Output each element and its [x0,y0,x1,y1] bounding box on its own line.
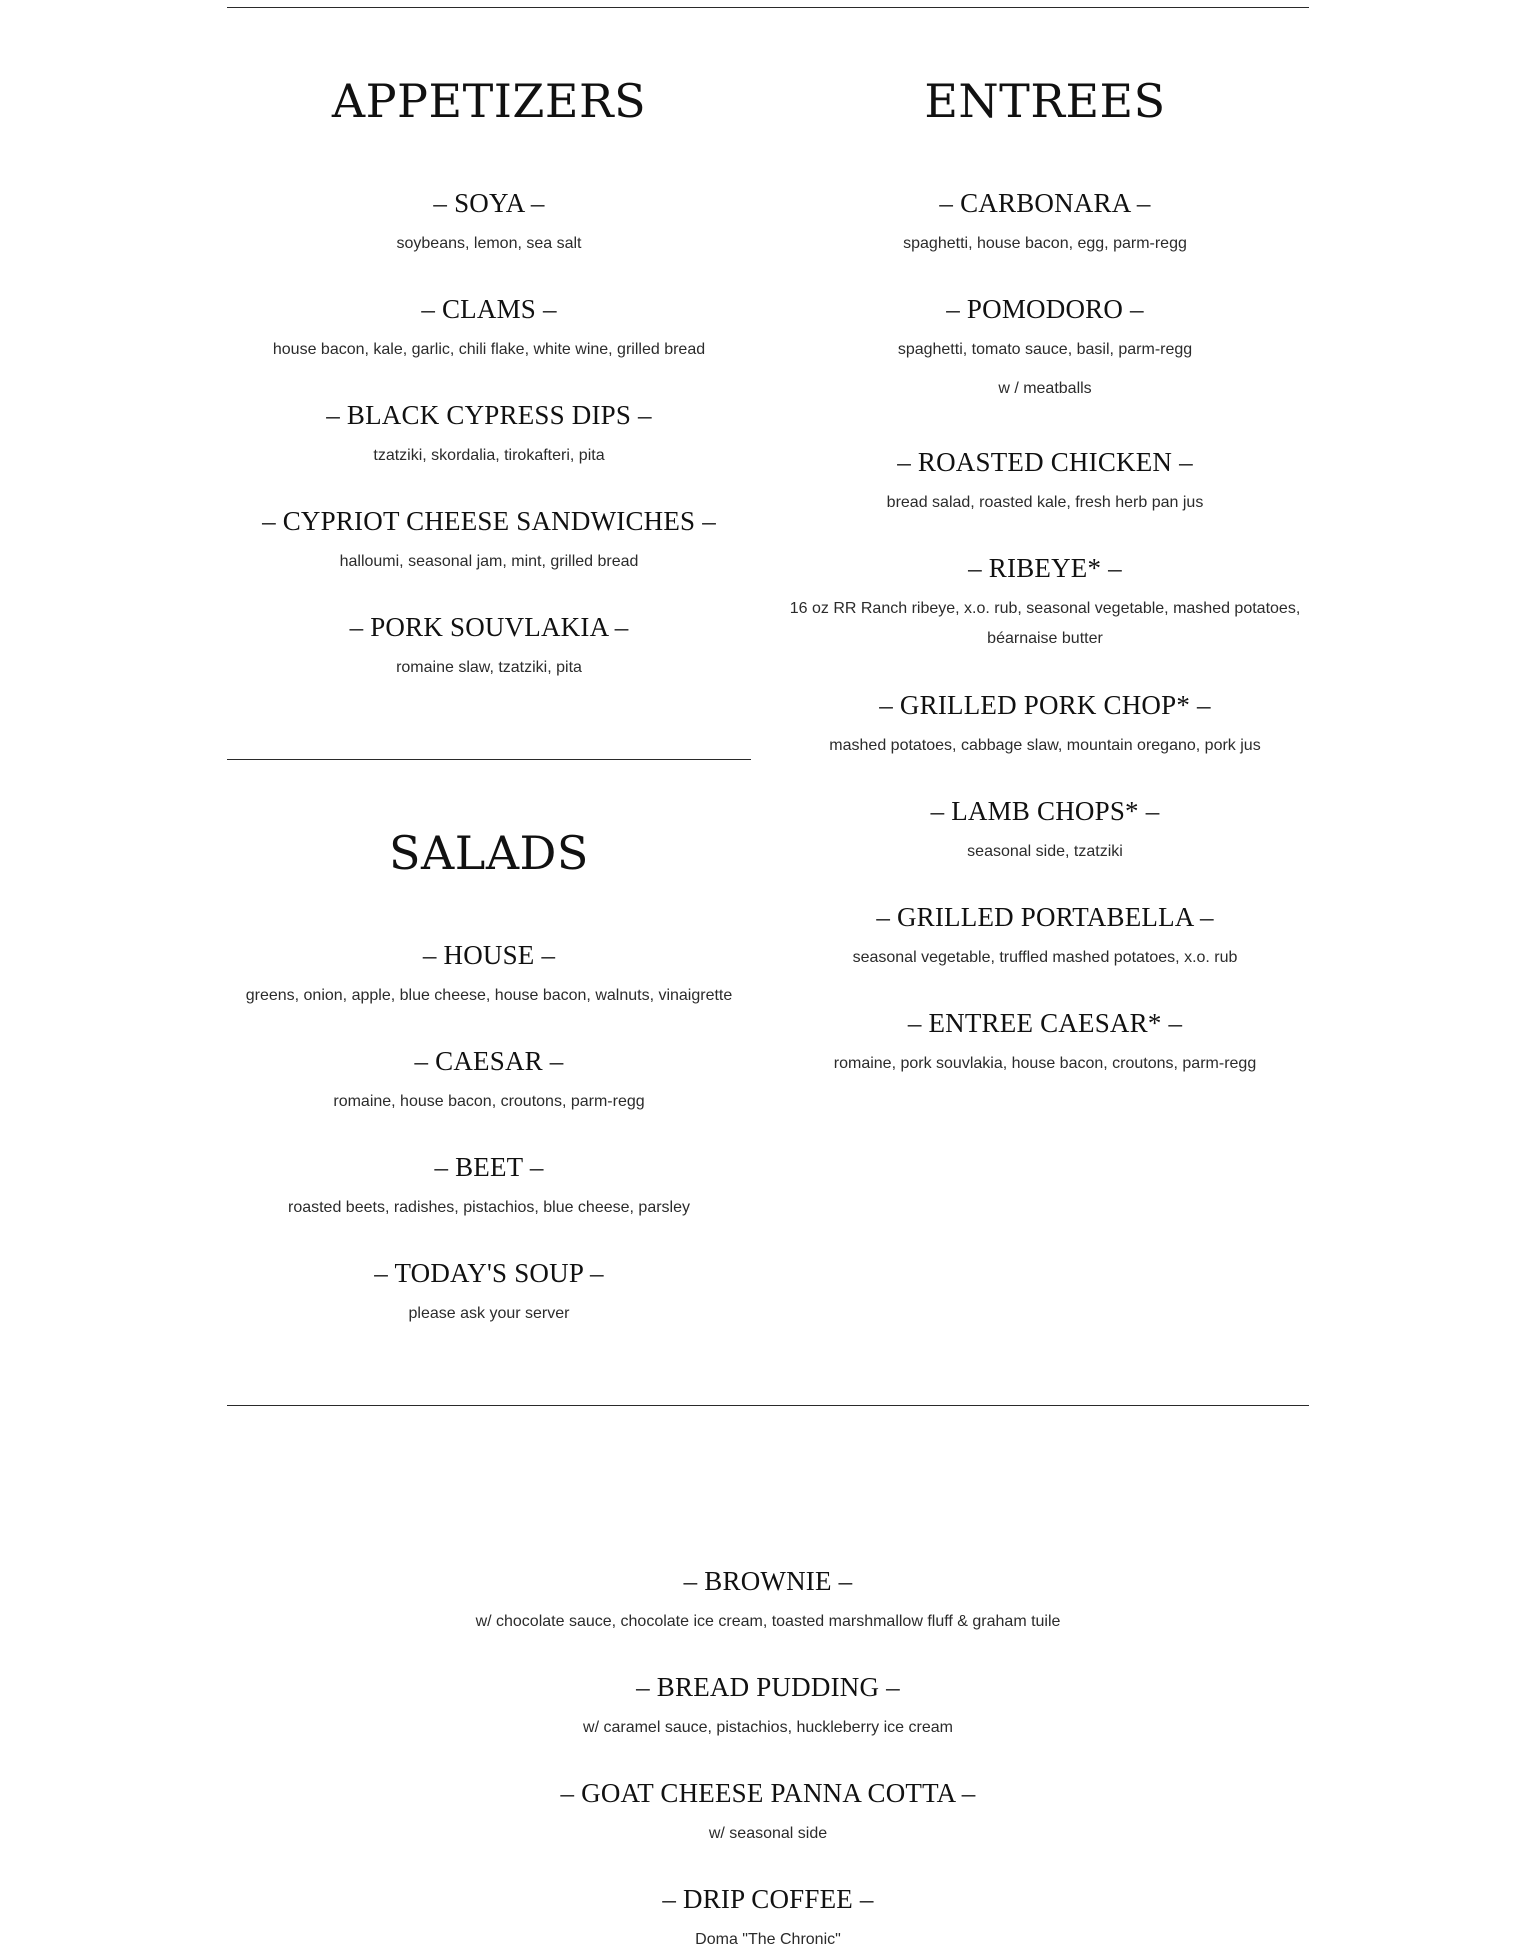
menu-item-clams [227,296,751,365]
item-name: – POMODORO – [946,294,1144,324]
item-description: please ask your server [408,1305,570,1322]
menu-item-beet-salad [227,1154,751,1223]
item-description: 16 oz RR Ranch ribeye, x.o. rub, seasonal vegetable, mashed potatoes, béarnaise butter [789,600,1301,647]
menu-item-drip-coffee [227,1886,1309,1955]
menu-item-pork-souvlakia [227,614,751,683]
menu-item-grilled-pork-chop [781,692,1309,761]
menu-item-carbonara [781,190,1309,259]
item-description: romaine, house bacon, croutons, parm-regg [333,1093,645,1110]
item-name: – BREAD PUDDING – [636,1672,900,1702]
item-description: romaine slaw, tzatziki, pita [396,659,582,676]
menu-item-todays-soup [227,1260,751,1329]
salads-title: SALADS [389,826,589,880]
item-name: – SOYA – [433,188,545,218]
item-name: – LAMB CHOPS* – [930,796,1160,826]
item-description: bread salad, roasted kale, fresh herb pan jus [886,494,1204,511]
entrees-section [781,74,1309,1072]
item-description: spaghetti, tomato sauce, basil, parm-regg [897,341,1193,358]
item-name: – CAESAR – [414,1046,564,1076]
menu-item-cypriot-cheese-sandwiches [227,508,751,577]
menu-item-goat-cheese-panna-cotta [227,1780,1309,1849]
item-name: – GRILLED PORTABELLA – [876,902,1214,932]
menu-item-brownie [227,1568,1309,1637]
appetizers-section [227,74,751,676]
item-name: – HOUSE – [422,940,556,970]
item-name: – GRILLED PORK CHOP* – [879,690,1211,720]
menu-item-ribeye [781,555,1309,654]
item-description: roasted beets, radishes, pistachios, blue cheese, parsley [287,1199,690,1216]
item-name: – RIBEYE* – [968,553,1122,583]
menu-item-lamb-chops [781,798,1309,867]
entrees-title: ENTREES [924,74,1166,128]
desserts-divider [227,1405,1309,1406]
menu-item-house-salad [227,942,751,1011]
item-name: – CARBONARA – [939,188,1151,218]
item-name: – PORK SOUVLAKIA – [349,612,629,642]
salads-section [227,826,751,1322]
item-name: – CYPRIOT CHEESE SANDWICHES – [262,506,716,536]
item-description: greens, onion, apple, blue cheese, house bacon, walnuts, vinaigrette [245,987,733,1004]
menu-item-grilled-portabella [781,904,1309,973]
item-description: seasonal side, tzatziki [967,843,1123,860]
item-description: soybeans, lemon, sea salt [396,235,582,252]
item-description: Doma "The Chronic" [695,1931,841,1948]
menu-item-pomodoro [781,296,1309,404]
item-name: – BROWNIE – [683,1566,853,1596]
item-name: – GOAT CHEESE PANNA COTTA – [560,1778,976,1808]
appetizers-salads-divider [227,759,751,760]
item-description: w/ chocolate sauce, chocolate ice cream, toasted marshmallow fluff & graham tuile [475,1613,1061,1630]
item-name: – DRIP COFFEE – [662,1884,874,1914]
menu-item-black-cypress-dips [227,402,751,471]
item-name: – CLAMS – [421,294,557,324]
appetizers-title: APPETIZERS [331,74,647,128]
item-name: – BEET – [434,1152,544,1182]
item-description: w/ caramel sauce, pistachios, huckleberry ice cream [583,1719,953,1736]
item-description: tzatziki, skordalia, tirokafteri, pita [373,447,605,464]
menu-item-roasted-chicken [781,449,1309,518]
top-divider [227,7,1309,8]
item-description: halloumi, seasonal jam, mint, grilled bread [339,553,639,570]
item-description: spaghetti, house bacon, egg, parm-regg [903,235,1187,252]
menu-item-soya [227,190,751,259]
item-name: – BLACK CYPRESS DIPS – [326,400,652,430]
menu-item-caesar-salad [227,1048,751,1117]
menu-item-entree-caesar [781,1010,1309,1079]
item-description: romaine, pork souvlakia, house bacon, croutons, parm-regg [833,1055,1257,1072]
item-option: w / meatballs [998,380,1092,397]
item-description: house bacon, kale, garlic, chili flake, white wine, grilled bread [272,341,706,358]
item-name: – ENTREE CAESAR* – [907,1008,1183,1038]
item-description: mashed potatoes, cabbage slaw, mountain oregano, pork jus [829,737,1261,754]
menu-item-bread-pudding [227,1674,1309,1743]
item-description: w/ seasonal side [708,1825,828,1842]
item-name: – ROASTED CHICKEN – [897,447,1193,477]
item-description: seasonal vegetable, truffled mashed potatoes, x.o. rub [852,949,1238,966]
item-name: – TODAY'S SOUP – [374,1258,604,1288]
